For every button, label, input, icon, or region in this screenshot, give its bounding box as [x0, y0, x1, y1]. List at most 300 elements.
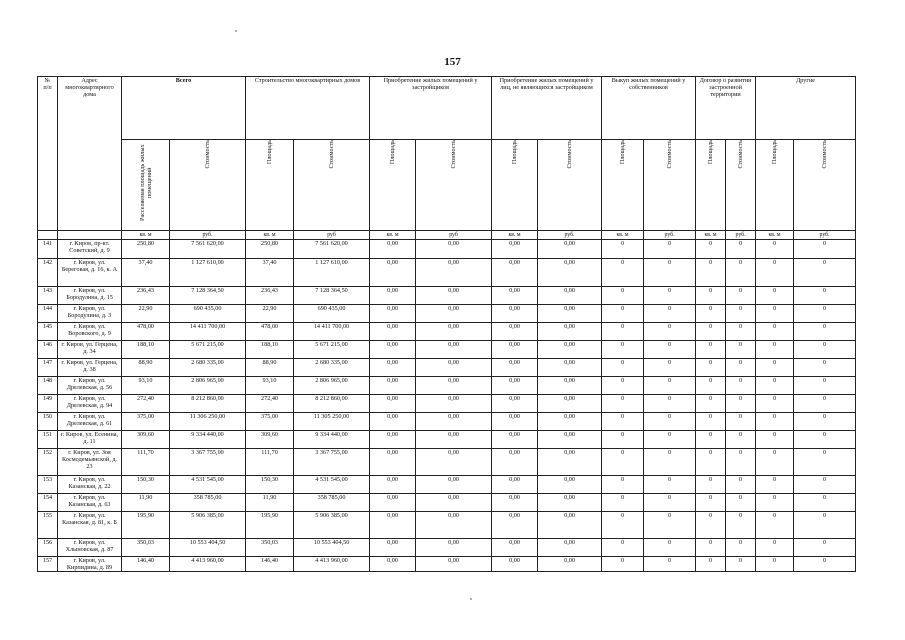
subheader-cost: Стоимость — [170, 140, 246, 231]
row-value: 0 — [756, 341, 794, 359]
row-value: 0,00 — [370, 494, 416, 512]
rotated-subheader-row — [38, 140, 856, 231]
row-value: 309,60 — [246, 431, 294, 449]
scan-speck — [235, 30, 237, 32]
row-value: 272,40 — [122, 395, 170, 413]
row-value: 0 — [726, 377, 756, 395]
row-value: 236,43 — [246, 287, 294, 305]
row-value: 0 — [756, 395, 794, 413]
table-row — [38, 305, 856, 323]
header-group-total: Всего — [122, 77, 246, 140]
row-value: 0 — [756, 476, 794, 494]
row-value: 0 — [602, 449, 644, 476]
row-value: 0 — [644, 431, 696, 449]
row-value: 0 — [726, 240, 756, 259]
row-value: 0,00 — [370, 323, 416, 341]
row-value: 0 — [644, 323, 696, 341]
row-value: 0 — [644, 494, 696, 512]
subheader-area: Площадь — [246, 140, 294, 231]
row-value: 111,70 — [246, 449, 294, 476]
row-value: 88,90 — [246, 359, 294, 377]
header-group-non-developers: Приобретение жилых помещений у лиц, не являющихся застройщиком — [492, 77, 602, 140]
row-value: 0 — [794, 240, 856, 259]
row-value: 0 — [696, 287, 726, 305]
row-number: 147 — [38, 359, 58, 377]
row-value: 188,10 — [122, 341, 170, 359]
row-value: 0 — [696, 395, 726, 413]
row-value: 0 — [794, 512, 856, 539]
row-value: 0 — [644, 259, 696, 287]
row-value: 0 — [644, 557, 696, 572]
row-value: 0 — [644, 240, 696, 259]
header-no: № п/п — [38, 77, 58, 231]
row-value: 0 — [726, 431, 756, 449]
row-value: 0 — [644, 476, 696, 494]
row-value: 0 — [756, 305, 794, 323]
row-value: 0 — [726, 359, 756, 377]
row-value: 0 — [602, 259, 644, 287]
row-value: 11,90 — [122, 494, 170, 512]
row-value: 0 — [726, 512, 756, 539]
row-value: 146,40 — [122, 557, 170, 572]
row-value: 0 — [696, 413, 726, 431]
row-value: 0,00 — [370, 305, 416, 323]
row-value: 0,00 — [416, 259, 492, 287]
row-address: г. Киров, ул. Бородулина, д. 3 — [58, 305, 122, 323]
row-value: 5 671 215,00 — [294, 341, 370, 359]
row-value: 14 411 700,00 — [170, 323, 246, 341]
row-value: 358 785,00 — [294, 494, 370, 512]
row-value: 2 680 335,00 — [170, 359, 246, 377]
row-value: 690 435,00 — [294, 305, 370, 323]
row-value: 150,30 — [122, 476, 170, 494]
header-group-other: Другие — [756, 77, 856, 140]
row-value: 0 — [602, 494, 644, 512]
row-value: 0 — [756, 494, 794, 512]
row-value: 0 — [756, 413, 794, 431]
row-value: 0 — [696, 494, 726, 512]
row-value: 0 — [726, 305, 756, 323]
row-value: 0 — [756, 287, 794, 305]
row-address: г. Киров, пр-кт. Советский, д. 9 — [58, 240, 122, 259]
row-number: 143 — [38, 287, 58, 305]
row-value: 0,00 — [538, 539, 602, 557]
row-value: 0,00 — [370, 341, 416, 359]
table-row — [38, 512, 856, 539]
row-number: 142 — [38, 259, 58, 287]
subheader-resettled-area: Расселяемая площадь жилых помещений — [122, 140, 170, 231]
row-value: 0 — [644, 377, 696, 395]
table-row — [38, 494, 856, 512]
row-value: 2 806 965,00 — [170, 377, 246, 395]
row-value: 375,00 — [246, 413, 294, 431]
unit-cell: кв. м — [756, 231, 794, 240]
row-value: 146,40 — [246, 557, 294, 572]
row-value: 0 — [794, 341, 856, 359]
row-value: 0,00 — [538, 395, 602, 413]
row-value: 22,90 — [122, 305, 170, 323]
table-row — [38, 431, 856, 449]
row-address: г. Киров, ул. Береговая, д. 16, к. А — [58, 259, 122, 287]
row-value: 0 — [726, 476, 756, 494]
row-value: 0 — [696, 539, 726, 557]
row-value: 250,80 — [122, 240, 170, 259]
row-value: 0 — [696, 377, 726, 395]
table-row — [38, 476, 856, 494]
row-value: 690 435,00 — [170, 305, 246, 323]
row-value: 0,00 — [416, 431, 492, 449]
row-value: 0,00 — [370, 377, 416, 395]
row-value: 11,90 — [246, 494, 294, 512]
row-value: 111,70 — [122, 449, 170, 476]
row-value: 3 367 755,00 — [294, 449, 370, 476]
row-value: 2 680 335,00 — [294, 359, 370, 377]
row-value: 0 — [644, 395, 696, 413]
row-value: 5 906 385,00 — [294, 512, 370, 539]
row-value: 250,80 — [246, 240, 294, 259]
row-value: 0 — [602, 539, 644, 557]
row-value: 0,00 — [492, 377, 538, 395]
subheader-cost: Стоимость — [294, 140, 370, 231]
row-value: 0 — [756, 512, 794, 539]
row-number: 155 — [38, 512, 58, 539]
row-value: 0,00 — [492, 413, 538, 431]
table-row — [38, 539, 856, 557]
row-value: 0 — [726, 287, 756, 305]
row-value: 1 127 610,00 — [170, 259, 246, 287]
row-value: 0,00 — [492, 259, 538, 287]
row-value: 0,00 — [538, 323, 602, 341]
row-value: 9 334 440,00 — [294, 431, 370, 449]
row-value: 10 553 404,50 — [294, 539, 370, 557]
row-value: 4 531 545,00 — [170, 476, 246, 494]
row-value: 0 — [644, 539, 696, 557]
row-address: г. Киров, ул. Казанская, д. 63 — [58, 494, 122, 512]
row-value: 0 — [726, 539, 756, 557]
row-value: 0,00 — [492, 539, 538, 557]
row-value: 0,00 — [416, 377, 492, 395]
row-value: 9 334 440,00 — [170, 431, 246, 449]
row-value: 0 — [726, 395, 756, 413]
row-value: 0 — [726, 413, 756, 431]
row-value: 0,00 — [538, 359, 602, 377]
row-value: 0 — [696, 305, 726, 323]
row-value: 0,00 — [370, 557, 416, 572]
row-number: 144 — [38, 305, 58, 323]
unit-cell: кв. м — [370, 231, 416, 240]
housing-table — [37, 76, 856, 572]
row-value: 0,00 — [538, 287, 602, 305]
table-row — [38, 341, 856, 359]
unit-cell: руб. — [170, 231, 246, 240]
row-value: 0 — [726, 557, 756, 572]
row-value: 0,00 — [492, 341, 538, 359]
row-value: 0,00 — [416, 287, 492, 305]
row-value: 22,90 — [246, 305, 294, 323]
row-number: 149 — [38, 395, 58, 413]
row-address: г. Киров, ул. Казанская, д. 22 — [58, 476, 122, 494]
units-row — [38, 231, 856, 240]
row-value: 0 — [726, 259, 756, 287]
row-value: 195,90 — [122, 512, 170, 539]
row-value: 0,00 — [370, 512, 416, 539]
row-value: 0 — [602, 359, 644, 377]
row-value: 0,00 — [370, 287, 416, 305]
row-value: 0,00 — [492, 287, 538, 305]
row-value: 0 — [696, 240, 726, 259]
row-value: 0 — [726, 449, 756, 476]
row-value: 11 305 250,00 — [294, 413, 370, 431]
row-value: 0,00 — [416, 359, 492, 377]
units-blank — [58, 231, 122, 240]
row-value: 93,10 — [246, 377, 294, 395]
row-value: 0 — [756, 431, 794, 449]
row-value: 0 — [696, 557, 726, 572]
row-value: 0,00 — [492, 557, 538, 572]
row-value: 0 — [644, 341, 696, 359]
row-value: 0,00 — [538, 259, 602, 287]
table-row — [38, 413, 856, 431]
row-value: 350,03 — [122, 539, 170, 557]
row-value: 0 — [794, 323, 856, 341]
unit-cell: кв. м — [492, 231, 538, 240]
row-value: 0,00 — [416, 476, 492, 494]
header-group-buyout: Выкуп жилых помещений у собственников — [602, 77, 696, 140]
row-value: 0,00 — [416, 305, 492, 323]
subheader-area: Площадь — [492, 140, 538, 231]
row-value: 0 — [794, 539, 856, 557]
row-value: 0 — [696, 359, 726, 377]
row-number: 150 — [38, 413, 58, 431]
row-number: 148 — [38, 377, 58, 395]
subheader-area: Площадь — [370, 140, 416, 231]
header-group-developers: Приобретение жилых помещений у застройщиков — [370, 77, 492, 140]
row-value: 0,00 — [416, 341, 492, 359]
row-value: 0 — [756, 323, 794, 341]
row-value: 188,10 — [246, 341, 294, 359]
row-address: г. Киров, ул. Дрелевская, д. 56 — [58, 377, 122, 395]
row-value: 0,00 — [416, 323, 492, 341]
row-value: 0,00 — [492, 323, 538, 341]
row-value: 0,00 — [538, 512, 602, 539]
row-value: 0,00 — [416, 557, 492, 572]
row-value: 0 — [794, 557, 856, 572]
row-value: 0 — [756, 359, 794, 377]
row-value: 0,00 — [492, 240, 538, 259]
row-value: 88,90 — [122, 359, 170, 377]
row-value: 8 212 860,00 — [170, 395, 246, 413]
row-value: 0 — [602, 377, 644, 395]
row-value: 0 — [644, 359, 696, 377]
row-value: 0 — [602, 240, 644, 259]
unit-cell: кв. м — [696, 231, 726, 240]
table-body — [38, 240, 856, 572]
header-address: Адрес многоквартирного дома — [58, 77, 122, 231]
row-value: 0 — [602, 431, 644, 449]
row-value: 4 413 960,00 — [170, 557, 246, 572]
table-row — [38, 240, 856, 259]
unit-cell: руб. — [726, 231, 756, 240]
row-value: 0 — [602, 323, 644, 341]
row-value: 0,00 — [416, 240, 492, 259]
page-number: 157 — [444, 56, 461, 68]
row-value: 0 — [726, 494, 756, 512]
row-value: 0,00 — [492, 431, 538, 449]
row-value: 0,00 — [370, 359, 416, 377]
row-value: 5 906 385,00 — [170, 512, 246, 539]
row-value: 0,00 — [370, 476, 416, 494]
row-value: 0,00 — [370, 449, 416, 476]
row-value: 0 — [602, 341, 644, 359]
row-address: г. Киров, ул. Воровского, д. 9 — [58, 323, 122, 341]
unit-cell: кв. м — [122, 231, 170, 240]
row-value: 375,00 — [122, 413, 170, 431]
row-value: 0,00 — [416, 449, 492, 476]
row-value: 0 — [756, 377, 794, 395]
row-value: 1 127 610,00 — [294, 259, 370, 287]
row-value: 0 — [602, 512, 644, 539]
row-value: 0 — [602, 395, 644, 413]
row-value: 0 — [602, 305, 644, 323]
row-value: 7 561 620,00 — [294, 240, 370, 259]
row-address: г. Киров, ул. Дрелевская, д. 94 — [58, 395, 122, 413]
row-number: 157 — [38, 557, 58, 572]
row-value: 0 — [756, 449, 794, 476]
row-value: 0,00 — [538, 449, 602, 476]
row-value: 0 — [726, 323, 756, 341]
row-value: 0,00 — [538, 494, 602, 512]
row-value: 0,00 — [538, 377, 602, 395]
row-value: 0,00 — [416, 395, 492, 413]
row-address: г. Киров, ул. Есенина, д. 11 — [58, 431, 122, 449]
subheader-cost: Стоимость — [644, 140, 696, 231]
row-value: 5 671 215,00 — [170, 341, 246, 359]
subheader-area: Площадь — [696, 140, 726, 231]
row-value: 0,00 — [538, 431, 602, 449]
row-address: г. Киров, ул. Зоя Космодемьянской, д. 23 — [58, 449, 122, 476]
row-number: 151 — [38, 431, 58, 449]
subheader-cost: Стоимость — [416, 140, 492, 231]
unit-cell: руб. — [538, 231, 602, 240]
row-value: 0 — [756, 259, 794, 287]
row-value: 0 — [756, 539, 794, 557]
row-address: г. Киров, ул. Казанская, д. 81, к. Б — [58, 512, 122, 539]
row-number: 154 — [38, 494, 58, 512]
table-row — [38, 323, 856, 341]
row-value: 0 — [696, 512, 726, 539]
row-value: 0,00 — [370, 431, 416, 449]
subheader-cost: Стоимость — [794, 140, 856, 231]
row-value: 0 — [644, 305, 696, 323]
row-value: 0,00 — [538, 413, 602, 431]
row-value: 37,40 — [122, 259, 170, 287]
row-value: 11 306 250,00 — [170, 413, 246, 431]
row-value: 0 — [696, 431, 726, 449]
row-value: 0,00 — [538, 341, 602, 359]
subheader-area: Площадь — [602, 140, 644, 231]
row-address: г. Киров, ул. Герцена, д. 38 — [58, 359, 122, 377]
row-value: 350,03 — [246, 539, 294, 557]
unit-cell: руб — [416, 231, 492, 240]
row-value: 0 — [644, 413, 696, 431]
row-address: г. Киров, ул. Герцена, д. 34 — [58, 341, 122, 359]
row-value: 195,90 — [246, 512, 294, 539]
row-value: 0 — [602, 287, 644, 305]
row-value: 8 212 860,00 — [294, 395, 370, 413]
row-value: 7 561 620,00 — [170, 240, 246, 259]
row-value: 0 — [794, 395, 856, 413]
unit-cell: руб — [294, 231, 370, 240]
unit-cell: кв. м — [602, 231, 644, 240]
row-value: 309,60 — [122, 431, 170, 449]
row-value: 37,40 — [246, 259, 294, 287]
row-value: 0 — [794, 359, 856, 377]
row-value: 0 — [644, 287, 696, 305]
row-address: г. Киров, ул. Хлыновская, д. 87 — [58, 539, 122, 557]
row-value: 0,00 — [492, 359, 538, 377]
row-value: 0 — [794, 377, 856, 395]
row-value: 0,00 — [416, 494, 492, 512]
row-value: 0 — [644, 512, 696, 539]
row-value: 0 — [696, 476, 726, 494]
table-row — [38, 359, 856, 377]
table-row — [38, 287, 856, 305]
row-value: 0 — [726, 341, 756, 359]
row-value: 0,00 — [538, 476, 602, 494]
row-number: 152 — [38, 449, 58, 476]
table-row — [38, 259, 856, 287]
row-value: 4 531 545,00 — [294, 476, 370, 494]
row-value: 0,00 — [538, 305, 602, 323]
row-address: г. Киров, ул. Кирпидина, д. 89 — [58, 557, 122, 572]
table-row — [38, 395, 856, 413]
row-value: 478,00 — [122, 323, 170, 341]
row-value: 0,00 — [538, 557, 602, 572]
scan-speck — [470, 598, 472, 600]
row-value: 0 — [696, 341, 726, 359]
row-value: 0 — [696, 259, 726, 287]
subheader-area: Площадь — [756, 140, 794, 231]
table-row — [38, 377, 856, 395]
row-value: 0,00 — [370, 395, 416, 413]
row-value: 0,00 — [370, 413, 416, 431]
subheader-cost: Стоимость — [726, 140, 756, 231]
row-value: 150,30 — [246, 476, 294, 494]
row-value: 14 411 700,00 — [294, 323, 370, 341]
row-number: 153 — [38, 476, 58, 494]
unit-cell: кв. м — [246, 231, 294, 240]
row-value: 0 — [794, 476, 856, 494]
row-value: 0,00 — [538, 240, 602, 259]
row-value: 0,00 — [492, 494, 538, 512]
row-value: 0,00 — [492, 449, 538, 476]
row-value: 0 — [794, 259, 856, 287]
subheader-cost: Стоимость — [538, 140, 602, 231]
row-value: 0 — [756, 240, 794, 259]
table-row — [38, 557, 856, 572]
row-value: 0 — [756, 557, 794, 572]
row-value: 0 — [794, 287, 856, 305]
row-value: 3 367 755,00 — [170, 449, 246, 476]
row-value: 0 — [696, 449, 726, 476]
row-value: 7 128 364,50 — [294, 287, 370, 305]
row-value: 0 — [794, 449, 856, 476]
unit-cell: руб. — [644, 231, 696, 240]
row-number: 145 — [38, 323, 58, 341]
row-value: 236,43 — [122, 287, 170, 305]
units-blank — [38, 231, 58, 240]
row-value: 0,00 — [416, 512, 492, 539]
